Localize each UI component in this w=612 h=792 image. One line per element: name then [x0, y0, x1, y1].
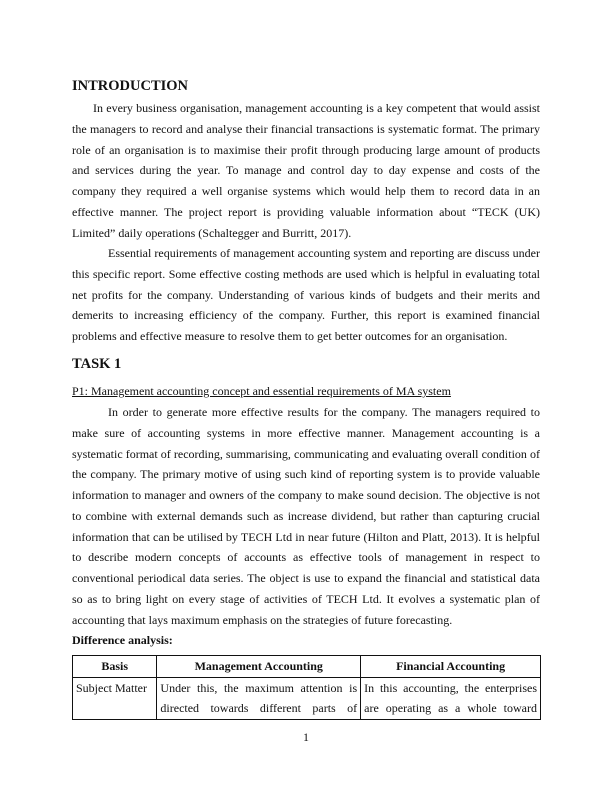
text-line: so as to bring light on every stage of activities of TECH Ltd. It evolves a systematic plan of [72, 591, 540, 606]
text-line: the managers to record and analyse their financial transactions is systematic format. The primary [72, 121, 540, 136]
table-title: Difference analysis: [72, 633, 173, 647]
text-line: this specific report. Some effective costing methods are used which is helpful in evaluating total [72, 266, 540, 281]
table-header-row [73, 656, 541, 678]
cell-line: directed towards different parts of [160, 701, 358, 715]
text-line: net profits for the company. Understanding of various kinds of budgets and their merits and [72, 287, 540, 302]
text-line: Limited” daily operations (Schaltegger and Burritt, 2017). [72, 225, 352, 240]
text-line: demerits to increasing efficiency of the company. Further, this report is examined financial [72, 308, 540, 323]
text-line: accounting that lays maximum emphasis on the strategies of future forecasting. [72, 612, 453, 627]
cell-line: are operating as a whole toward [364, 701, 537, 715]
task-1-heading: TASK 1 [72, 356, 122, 372]
header-financial-accounting: Financial Accounting [361, 656, 541, 678]
text-line: company they required a well organise systems which would help them to record data in an [72, 184, 540, 198]
table-row [73, 677, 541, 719]
cell-basis: Subject Matter [73, 677, 157, 719]
text-line: make sure of accounting systems in more effective manner. Management accounting is a [72, 425, 540, 440]
cell-line: In this accounting, the enterprises [364, 680, 537, 695]
text-line: information that can be utilised by TECH Ltd in near future (Hilton and Platt, 2013). It is helpful [72, 529, 540, 544]
text-line: problems and effective measure to resolve them to get better outcomes for an organisation. [72, 329, 508, 343]
page-number: 1 [303, 730, 309, 744]
text-line: Essential requirements of management accounting system and reporting are discuss under [108, 246, 540, 260]
p1-subheading: P1: Management accounting concept and essential requirements of MA system [72, 384, 451, 398]
difference-table [72, 655, 541, 720]
text-line: to describe modern concepts of accounts as effective tools of management in respect to [72, 550, 540, 565]
text-line: In order to generate more effective results for the company. The managers required to [108, 405, 540, 419]
header-management-accounting: Management Accounting [157, 656, 361, 678]
text-line: the company. The primary motive of using such kind of reporting system is to provide valuable [72, 467, 540, 482]
introduction-heading: INTRODUCTION [72, 78, 189, 94]
text-line: information to manager and owners of the company to make sound decision. The objective is not [72, 488, 540, 502]
text-line: conventional periodical data series. The object is use to expand the financial and statistical data [72, 571, 540, 585]
cell-management-accounting [157, 677, 361, 719]
text-line: effective manner. The project report is providing valuable information about “TECK (UK) [72, 204, 540, 219]
text-line: systematic format of recording, summarising, communicating and evaluating overall condition of [72, 446, 540, 461]
cell-financial-accounting [361, 677, 541, 719]
text-line: role of an organisation is to maximise their profit through producing large amount of products [72, 142, 540, 157]
text-line: and services during the year. To manage and control day to day expense and costs of the [72, 163, 540, 178]
header-basis: Basis [73, 656, 157, 678]
cell-line: Under this, the maximum attention is [160, 680, 358, 695]
text-line: In every business organisation, management accounting is a key competent that would assist [93, 101, 540, 115]
text-line: to combine with external demands such as increase dividend, but rather than capturing crucial [72, 508, 540, 523]
